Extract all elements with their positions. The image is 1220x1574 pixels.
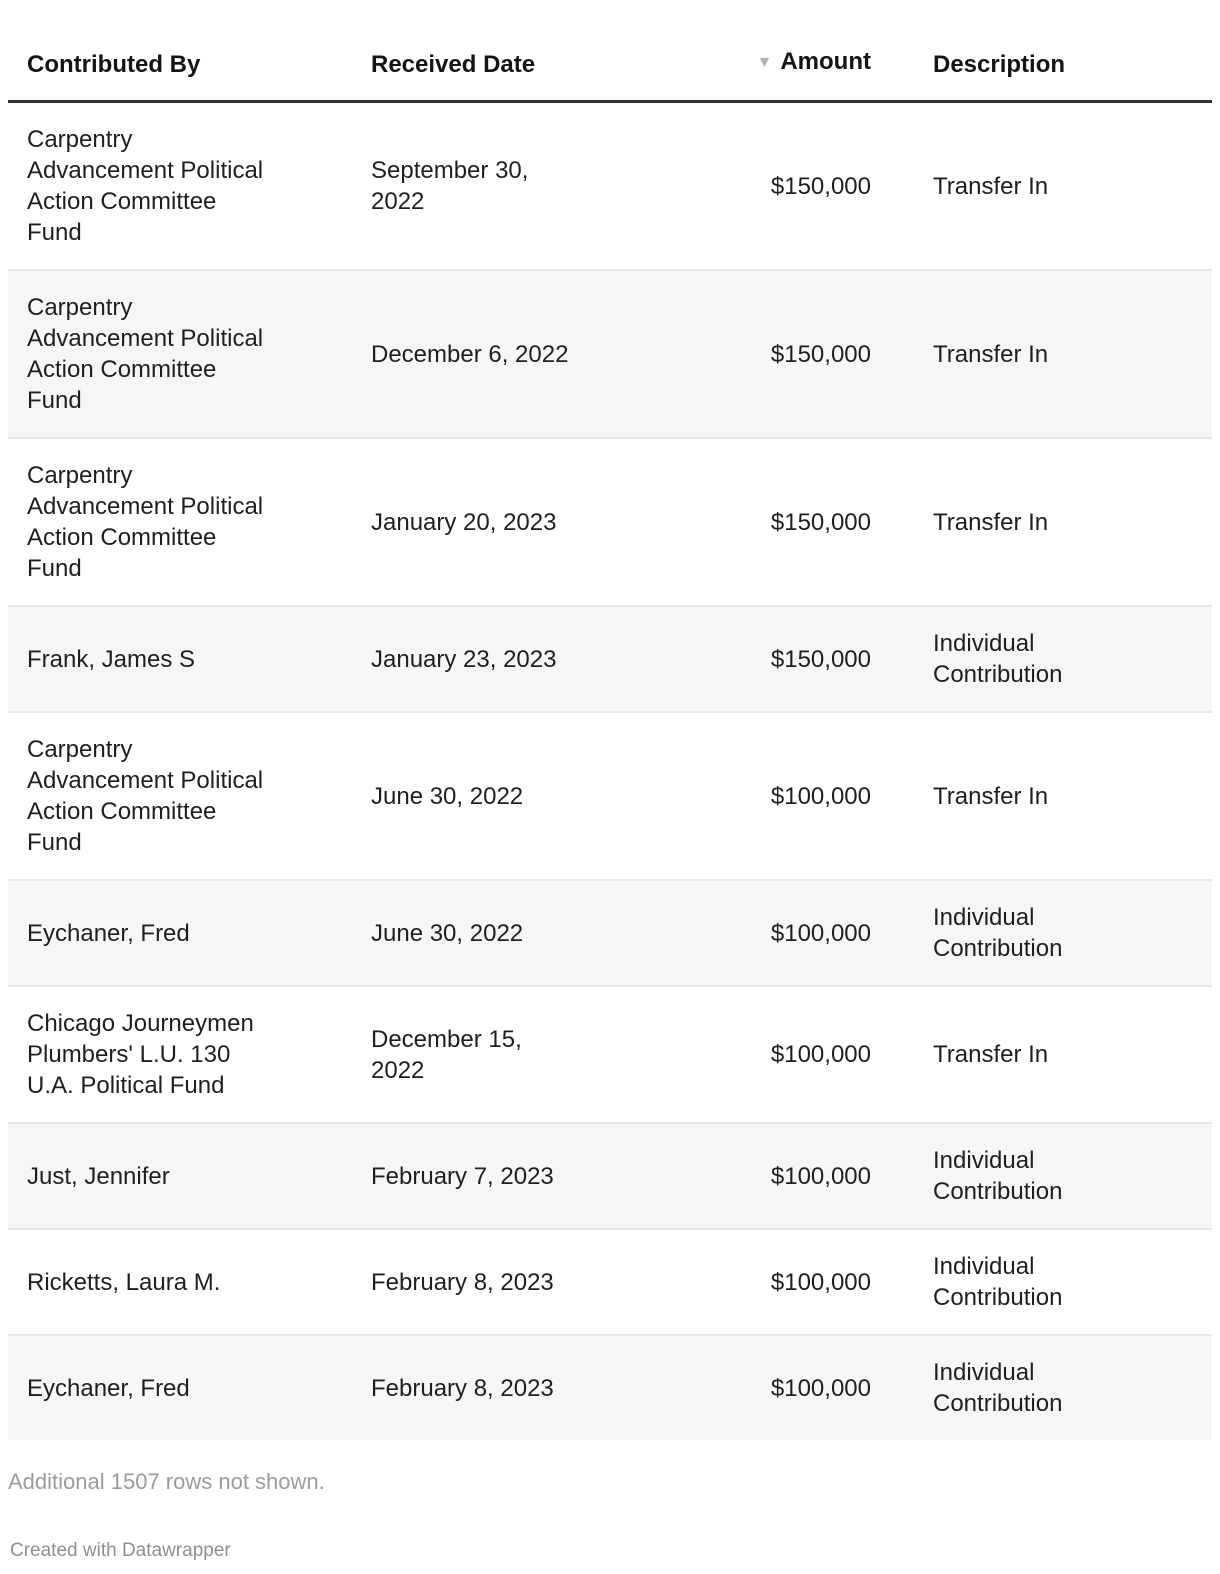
cell-description: Transfer In <box>871 986 1212 1123</box>
rows-not-shown-note: Additional 1507 rows not shown. <box>8 1469 325 1494</box>
cell-description: Transfer In <box>871 438 1212 606</box>
column-header-amount[interactable] <box>631 0 871 102</box>
cell-description: Transfer In <box>871 712 1212 880</box>
table-row <box>8 606 1212 712</box>
cell-contributed-by: Eychaner, Fred <box>8 1335 371 1440</box>
cell-description: Transfer In <box>933 172 1049 200</box>
table-row <box>8 1123 1212 1229</box>
cell-received-date: June 30, 2022 <box>371 712 631 880</box>
table-row <box>8 986 1212 1123</box>
cell-description: Individual Contribution <box>871 606 1212 712</box>
cell-amount: $100,000 <box>631 1123 871 1229</box>
cell-amount: $100,000 <box>631 712 871 880</box>
cell-contributed-by: Eychaner, Fred <box>8 880 371 986</box>
cell-received-date: January 20, 2023 <box>371 438 631 606</box>
cell-amount: $100,000 <box>631 986 871 1123</box>
cell-received-date: January 23, 2023 <box>371 606 631 712</box>
table-row <box>8 712 1212 880</box>
contributions-table-container <box>8 0 1212 1440</box>
table-row <box>8 438 1212 606</box>
cell-contributed-by: Carpentry Advancement Political Action Committee Fund <box>8 270 371 438</box>
cell-amount: $100,000 <box>631 1229 871 1335</box>
table-body <box>8 102 1212 1441</box>
table-header <box>8 0 1212 102</box>
table-row <box>8 880 1212 986</box>
cell-amount: $150,000 <box>631 270 871 438</box>
cell-received-date: December 6, 2022 <box>371 270 631 438</box>
cell-description: Individual Contribution <box>871 1335 1212 1440</box>
table-row <box>8 270 1212 438</box>
sort-descending-icon: ▼ <box>756 54 773 71</box>
cell-contributed-by: Carpentry Advancement Political Action Committee Fund <box>27 126 264 246</box>
cell-received-date: February 8, 2023 <box>371 1229 631 1335</box>
cell-received-date: February 8, 2023 <box>371 1335 631 1440</box>
cell-description: Individual Contribution <box>871 1123 1212 1229</box>
cell-contributed-by: Carpentry Advancement Political Action Committee Fund <box>8 438 371 606</box>
column-header-amount-label: Amount <box>780 48 871 75</box>
table-row <box>8 1335 1212 1440</box>
cell-received-date: December 15, 2022 <box>371 986 631 1123</box>
table-row <box>8 102 1212 271</box>
cell-contributed-by: Ricketts, Laura M. <box>8 1229 371 1335</box>
cell-description: Individual Contribution <box>871 1229 1212 1335</box>
cell-amount: $150,000 <box>631 606 871 712</box>
cell-contributed-by: Chicago Journeymen Plumbers' L.U. 130 U.A. Political Fund <box>8 986 371 1123</box>
contributions-table <box>8 0 1212 1440</box>
cell-description: Transfer In <box>871 270 1212 438</box>
column-header-received-date[interactable]: Received Date <box>371 0 631 102</box>
cell-amount: $100,000 <box>631 1335 871 1440</box>
cell-contributed-by: Carpentry Advancement Political Action Committee Fund <box>8 712 371 880</box>
cell-amount: $150,000 <box>770 172 871 200</box>
cell-received-date: September 30, 2022 <box>371 157 529 215</box>
cell-received-date: June 30, 2022 <box>371 880 631 986</box>
column-header-contributed-by[interactable]: Contributed By <box>8 0 371 102</box>
datawrapper-credit-link[interactable]: Created with Datawrapper <box>10 1540 231 1561</box>
cell-amount: $150,000 <box>631 438 871 606</box>
table-row <box>8 1229 1212 1335</box>
cell-description: Individual Contribution <box>871 880 1212 986</box>
cell-contributed-by: Frank, James S <box>8 606 371 712</box>
header-row <box>8 0 1212 102</box>
column-header-description[interactable]: Description <box>871 0 1212 102</box>
cell-received-date: February 7, 2023 <box>371 1123 631 1229</box>
cell-amount: $100,000 <box>631 880 871 986</box>
cell-contributed-by: Just, Jennifer <box>8 1123 371 1229</box>
